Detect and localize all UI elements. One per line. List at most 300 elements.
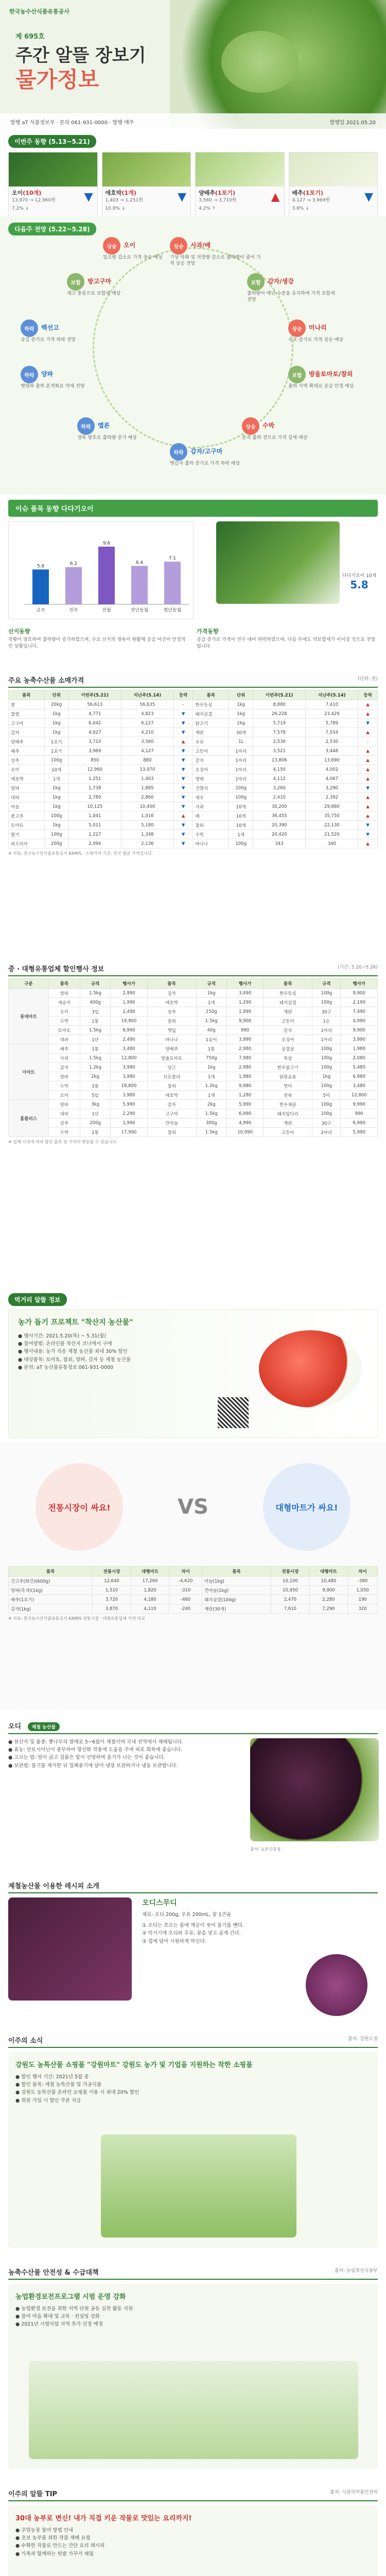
table-cell: 40g xyxy=(196,1026,226,1035)
table-header-cell: 전통시장 xyxy=(93,1567,131,1577)
price-table-section xyxy=(0,670,386,958)
forecast-bubble: 하락 xyxy=(21,319,38,337)
table-cell: 1개 xyxy=(229,830,253,839)
issue-note-heading: 가격동향 xyxy=(197,628,219,635)
table-header-cell: 등락 xyxy=(358,690,378,700)
table-cell: -460 xyxy=(169,1595,202,1604)
issue-note xyxy=(197,628,378,650)
table-cell: 2kg xyxy=(196,1100,226,1109)
table-cell: 2,290 xyxy=(111,1109,148,1118)
forecast-name: 감자/고구마 xyxy=(190,448,223,455)
table-cell: 방울토마토 xyxy=(147,1054,196,1063)
price-cards-section xyxy=(0,129,386,216)
table-cell: 1,990 xyxy=(111,998,148,1007)
list-item: ● 주말농장 참여 방법 안내 xyxy=(15,2528,74,2533)
table-cell: 딸기 xyxy=(9,830,45,839)
table-cell: 8,900 xyxy=(341,989,378,998)
table-cell: 2,136 xyxy=(121,839,173,849)
table-cell: 1포기 xyxy=(44,737,68,747)
table-cell: 2kg xyxy=(80,1072,110,1081)
tomato-image xyxy=(259,1330,362,1408)
forecast-node xyxy=(170,443,262,467)
table-cell: 오이 xyxy=(48,1007,80,1016)
table-cell: 오이 xyxy=(48,1091,80,1100)
table-cell: 56,635 xyxy=(121,700,173,709)
table-row xyxy=(9,811,378,821)
table-cell: 5,719 xyxy=(253,719,306,728)
table-cell: 4,067 xyxy=(306,774,358,784)
compare-header-row xyxy=(9,1567,378,1577)
forecast-node xyxy=(103,237,196,261)
table-cell: 100g xyxy=(44,830,68,839)
table-cell: 1kg xyxy=(229,719,253,728)
table-cell: 오징어 xyxy=(264,1035,312,1044)
table-row xyxy=(9,1007,378,1016)
table-cell: 17,260 xyxy=(131,1577,169,1586)
table-cell: 880 xyxy=(121,756,173,765)
table-cell: 1,041 xyxy=(68,811,121,821)
table-cell: 100g xyxy=(44,811,68,821)
table-header-cell: 이번주(5.21) xyxy=(253,690,306,700)
issue-number: 제 695호 xyxy=(15,33,45,41)
recipe-text xyxy=(142,1897,379,1945)
table-cell: 100g xyxy=(312,1044,341,1054)
table-cell: 3,710 xyxy=(68,737,121,747)
table-cell: 1kg xyxy=(44,709,68,719)
discount-region: 롯데마트 xyxy=(9,989,49,1044)
table-cell: 2,530 xyxy=(253,737,306,747)
table-cell: 2,860 xyxy=(121,793,173,802)
table-cell: 감자 xyxy=(147,989,196,998)
list-item: ● 대상품목: 토마토, 참외, 양파, 감자 등 제철 농산물 xyxy=(18,1357,131,1363)
table-cell: ▼ xyxy=(173,719,193,728)
table-cell: 2,410 xyxy=(253,793,306,802)
title-line1: 주간 알뜰 장보기 xyxy=(15,45,146,66)
table-cell: 13,806 xyxy=(253,756,306,765)
news3-title: 이주의 알뜰 TIP xyxy=(8,2490,58,2498)
bar xyxy=(164,562,181,604)
table-cell: 1송이 xyxy=(196,1035,226,1044)
forecast-node xyxy=(21,319,113,343)
table-cell: 대파 xyxy=(48,1035,80,1044)
table-cell: 23,429 xyxy=(306,709,358,719)
table-cell: 320 xyxy=(348,1604,378,1614)
table-cell: 2,280 xyxy=(309,1595,348,1604)
table-cell: 190 xyxy=(348,1595,378,1604)
table-cell: 10,950 xyxy=(271,1586,310,1595)
table-row xyxy=(9,1035,378,1044)
table-cell: 3입 xyxy=(80,1007,110,1016)
forecast-text: 재고 충분으로 보합세 예상 xyxy=(67,291,121,296)
price-card-image xyxy=(289,152,378,187)
forecast-text: 본격 출하 전으로 가격 강세 예상 xyxy=(242,435,308,440)
table-row xyxy=(9,1091,378,1100)
table-cell: 1통 xyxy=(80,1081,110,1091)
table-cell: 건고추(화건)(600g) xyxy=(9,1577,93,1586)
table-cell: 2,490 xyxy=(111,1035,148,1044)
table-cell: ▲ xyxy=(358,756,378,765)
table-cell: 7,554 xyxy=(306,728,358,737)
news2-source: 출처: 농림축산식품부 xyxy=(334,2268,378,2274)
table-row xyxy=(9,774,378,784)
table-cell: 1,403 xyxy=(121,774,173,784)
table-cell: 9,900 xyxy=(341,1026,378,1035)
table-cell: ▼ xyxy=(173,756,193,765)
price-table-title: 주요 농축수산물 소매가격 xyxy=(8,677,84,685)
table-cell: 1마리 xyxy=(229,765,253,774)
table-cell: 배추 xyxy=(48,1044,80,1054)
arrow-up-icon: ▲ xyxy=(271,191,280,204)
issue-badge-label: 다다기오이 10개 xyxy=(342,573,377,579)
table-cell: 1개 xyxy=(196,998,226,1007)
table-cell: 오이 xyxy=(9,765,45,774)
table-cell: 9,900 xyxy=(309,1586,348,1595)
table-cell: 3,990 xyxy=(226,1035,264,1044)
table-cell: 1손 xyxy=(312,1016,341,1026)
discount-body xyxy=(9,989,378,1137)
table-cell: 수박 xyxy=(48,1128,80,1137)
forecast-bubble: 보합 xyxy=(247,273,265,291)
table-header-cell: 품목 xyxy=(193,690,229,700)
table-cell: 35,750 xyxy=(306,811,358,821)
table-cell: 상추 xyxy=(9,756,45,765)
table-cell: 850 xyxy=(68,756,121,765)
table-cell: 사과 xyxy=(48,1054,80,1063)
table-cell: 깐마늘 xyxy=(147,1118,196,1128)
table-cell: 1,280 xyxy=(226,1091,264,1100)
issue-chart-svg xyxy=(9,522,194,620)
table-cell: 6,042 xyxy=(68,719,121,728)
table-cell: 1통 xyxy=(80,1016,110,1026)
table-row xyxy=(9,1081,378,1091)
table-cell: 당근 xyxy=(147,1063,196,1072)
table-cell: 돼지삼겹 xyxy=(264,998,312,1007)
price-table-header-row xyxy=(9,690,378,700)
table-cell: -4,620 xyxy=(169,1577,202,1586)
news2-title: 농축수산물 안전성 & 수급대책 xyxy=(8,2269,99,2277)
table-cell: 연어 xyxy=(264,1081,312,1091)
table-cell: 배 xyxy=(193,811,229,821)
forecast-name: 오이 xyxy=(124,242,136,249)
vs-label: VS xyxy=(178,1495,208,1519)
table-row xyxy=(9,1072,378,1081)
forecast-name: 사과/배 xyxy=(190,242,211,249)
forecast-node xyxy=(77,417,170,441)
table-cell: 건멸치 xyxy=(193,784,229,793)
ingredient-title: 오디 xyxy=(8,1723,22,1731)
price-card-prices: 3,560 → 3,710원 xyxy=(199,198,237,203)
table-cell: 닭볶음용 xyxy=(264,1072,312,1081)
table-cell: 3,560 xyxy=(121,737,173,747)
table-cell: 1통 xyxy=(80,1044,110,1054)
table-cell: 1.5kg xyxy=(196,1109,226,1118)
price-card-unit: (1포기) xyxy=(303,190,323,196)
news2-headline: 농업환경보전프로그램 시범 운영 강화 xyxy=(15,2293,126,2301)
list-item: ● 고르는 법: 알이 굵고 검붉은 빛이 선명하며 윤기가 나는 것이 좋습니다. xyxy=(8,1755,165,1761)
table-cell: 새송이 xyxy=(48,998,80,1007)
table-cell: 150g xyxy=(196,1007,226,1016)
table-cell: 100g xyxy=(229,784,253,793)
ingredient-body xyxy=(8,1738,378,1852)
table-cell: 3,980 xyxy=(111,1063,148,1072)
table-cell: 9,980 xyxy=(226,1081,264,1091)
table-cell: 1.2kg xyxy=(80,1063,110,1072)
discount-title: 중 · 대형유통업체 할인행사 정보 xyxy=(8,965,104,973)
qr-code-icon[interactable] xyxy=(218,1397,249,1428)
table-header-cell: 구분 xyxy=(9,979,49,989)
table-cell: 7,980 xyxy=(226,1054,264,1063)
table-header-cell: 규격 xyxy=(196,979,226,989)
table-cell: 13,690 xyxy=(306,756,358,765)
forecast-name: 방고구마 xyxy=(87,278,112,285)
compare-title xyxy=(8,1463,378,1551)
ingredient-lines xyxy=(8,1738,235,1770)
table-cell: 1포기 xyxy=(44,747,68,756)
recipe-heading: 제철농산물 이용한 레시피 소개 xyxy=(8,1880,378,1893)
table-cell: 애호박 xyxy=(147,1091,196,1100)
table-cell: 마늘(1kg) xyxy=(202,1577,271,1586)
table-cell: 4,990 xyxy=(226,1118,264,1128)
table-header-cell: 품목 xyxy=(264,979,312,989)
table-cell: 1,348 xyxy=(121,830,173,839)
table-cell: 1kg xyxy=(312,1072,341,1081)
table-cell: 30구 xyxy=(312,1118,341,1128)
table-header-cell: 품목 xyxy=(202,1567,271,1577)
table-cell: ▲ xyxy=(358,774,378,784)
news2-heading xyxy=(8,2267,378,2280)
table-cell: 7,578 xyxy=(253,728,306,737)
table-row xyxy=(9,1044,378,1054)
table-cell: 36,455 xyxy=(253,811,306,821)
price-cards-tag: 이번주 동향 (5.13~5.21) xyxy=(8,135,96,148)
price-card-change: 10.8% ↓ xyxy=(105,206,126,211)
table-cell: 1마리 xyxy=(312,1035,341,1044)
table-cell: 200g xyxy=(80,1118,110,1128)
table-cell: 1kg xyxy=(44,793,68,802)
table-cell: ▼ xyxy=(173,774,193,784)
table-cell: 5,990 xyxy=(226,1100,264,1109)
list-item: ● 회원 가입 시 할인 쿠폰 지급 xyxy=(15,2097,81,2104)
list-item: ● 효능: 안토시아닌이 풍부하여 항산화 작용에 도움을 주며 피로 회복에 좋습니다. xyxy=(8,1747,183,1753)
price-card-change: 7.2% ↓ xyxy=(12,206,29,211)
table-cell: 배추(1포기) xyxy=(9,1595,93,1604)
table-cell: ▼ xyxy=(173,793,193,802)
news3-section xyxy=(0,2483,386,2576)
table-cell: -380 xyxy=(348,1577,378,1586)
table-cell: 갈치 xyxy=(193,756,229,765)
table-cell: 5,990 xyxy=(341,1128,378,1137)
discount-heading xyxy=(8,963,378,976)
forecast-name: 멜론 xyxy=(98,422,110,429)
table-cell: 3,290 xyxy=(306,784,358,793)
table-cell: ▲ xyxy=(358,747,378,756)
bar xyxy=(32,569,49,604)
table-cell: 200g xyxy=(44,839,68,849)
table-cell: ▼ xyxy=(173,821,193,830)
discount-region: 이마트 xyxy=(9,1044,49,1100)
table-cell: 1.5kg xyxy=(80,1054,110,1063)
price-card-prices: 4,127 → 3,969원 xyxy=(292,198,330,203)
table-cell: 340 xyxy=(306,839,358,849)
table-cell: 6,980 xyxy=(341,1072,378,1081)
table-row xyxy=(9,1118,378,1128)
list-item: ● 강원도 농특산물 온라인 쇼핑몰 이용 시 최대 20% 할인 xyxy=(15,2090,139,2096)
table-cell: 10개 xyxy=(44,765,68,774)
smoothie-image xyxy=(306,1954,367,2016)
list-item: ● 행사내용: 농가 직송 제철 농산물 최대 30% 할인 xyxy=(18,1349,128,1355)
table-cell: 10,125 xyxy=(68,802,121,811)
price-table xyxy=(8,690,378,849)
list-item: ● 2021년 시범사업 지역 추가 선정 예정 xyxy=(15,2321,103,2328)
table-row xyxy=(9,709,378,719)
table-cell: 1,738 xyxy=(68,784,121,793)
table-cell: 9,990 xyxy=(341,1100,378,1109)
news3-headline: 30대 농부로 변신! 내가 직접 키운 작물로 맛있는 요리까지! xyxy=(15,2515,192,2522)
forecast-text: 햇감자 출하 증가로 가격 하락 예상 xyxy=(170,461,240,466)
price-card-unit: (1개) xyxy=(121,190,136,196)
news2-lines xyxy=(15,2305,371,2329)
tick-label: 전월 xyxy=(102,608,111,613)
news2-section xyxy=(0,2262,386,2478)
table-cell: 상추 xyxy=(48,1118,80,1128)
table-row xyxy=(9,765,378,774)
table-header-cell: 지난주(5.14) xyxy=(306,690,358,700)
table-cell: 참외 xyxy=(147,1081,196,1091)
table-cell: 한우등심 xyxy=(264,989,312,998)
table-cell: 1개 xyxy=(44,774,68,784)
table-cell: 계란 xyxy=(264,1007,312,1016)
price-card xyxy=(195,152,285,219)
table-cell: 닭고기 xyxy=(193,719,229,728)
table-cell: 20,390 xyxy=(253,821,306,830)
list-item: ① 오디는 흐르는 물에 깨끗이 씻어 물기를 뺀다. xyxy=(142,1923,244,1929)
table-cell: 참외 xyxy=(193,821,229,830)
table-cell: 1kg xyxy=(229,709,253,719)
table-cell: 30,200 xyxy=(253,802,306,811)
table-cell: 10,990 xyxy=(226,1128,264,1137)
forecast-node xyxy=(288,366,381,389)
price-table-unit: (단위: 원) xyxy=(358,676,378,682)
table-cell: 100g xyxy=(312,1081,341,1091)
price-card-change: 3.8% ↓ xyxy=(292,206,309,211)
list-item: ● 초보 농부를 위한 작물 재배 요령 xyxy=(15,2535,91,2541)
table-row xyxy=(9,1063,378,1072)
table-cell: ▲ xyxy=(358,802,378,811)
table-cell: 12,800 xyxy=(111,1054,148,1063)
table-cell: 감자 xyxy=(48,1063,80,1072)
table-cell: ▲ xyxy=(358,700,378,709)
table-cell: 4,110 xyxy=(131,1604,169,1614)
table-row xyxy=(9,756,378,765)
table-cell: 1,990 xyxy=(226,1007,264,1016)
list-item: ● 원산지 및 품종: 뽕나무의 열매로 5~6월이 제철이며 국내 전역에서 재배됩니다. xyxy=(8,1739,184,1745)
table-cell: ▼ xyxy=(358,821,378,830)
mulberry-image xyxy=(250,1738,379,1841)
news3-lines xyxy=(15,2527,371,2558)
table-cell: 1,016 xyxy=(121,811,173,821)
table-cell: 고등어 xyxy=(264,1128,312,1137)
price-card-image xyxy=(196,152,284,187)
table-header-cell: 규격 xyxy=(312,979,341,989)
forecast-bubble: 상승 xyxy=(103,237,120,255)
forecast-text: 공급 증가로 가격 하락 전망 xyxy=(21,337,76,343)
arrow-down-icon: ▼ xyxy=(84,191,93,204)
table-cell: 400g xyxy=(80,998,110,1007)
news1-title: 이주의 소식 xyxy=(8,2037,43,2045)
table-cell: 7,490 xyxy=(341,1007,378,1016)
table-cell: 한우등심 xyxy=(193,700,229,709)
news1-panel xyxy=(8,2052,378,2248)
table-cell: 7,290 xyxy=(309,1604,348,1614)
table-cell: 브로콜리 xyxy=(147,1072,196,1081)
table-cell: 6,990 xyxy=(226,1109,264,1118)
table-cell: 4,771 xyxy=(68,709,121,719)
table-cell: 5입 xyxy=(80,1091,110,1100)
event-banner-title: 농가 돕기 프로젝트 "착산지 농산물" xyxy=(18,1318,133,1327)
table-cell: 1.5kg xyxy=(196,1128,226,1137)
table-cell: ▼ xyxy=(358,784,378,793)
arrow-down-icon: ▼ xyxy=(178,191,186,204)
price-card-item: 양배추 xyxy=(199,190,215,196)
table-row xyxy=(9,700,378,709)
table-cell: ▲ xyxy=(358,709,378,719)
table-cell: 100g xyxy=(312,1054,341,1063)
table-cell: 1개 xyxy=(196,1072,226,1081)
table-cell: 참외 xyxy=(147,1128,196,1137)
table-cell: 참외 xyxy=(147,1016,196,1026)
event-banner[interactable] xyxy=(8,1309,378,1438)
table-cell: 고등어 xyxy=(264,1016,312,1026)
table-cell: 토마토 xyxy=(9,821,45,830)
forecast-name: 백선고 xyxy=(41,324,59,331)
table-cell: 1,980 xyxy=(341,1044,378,1054)
table-cell: 오징어 xyxy=(193,765,229,774)
table-cell: 2,780 xyxy=(68,793,121,802)
tick-label: 전주 xyxy=(69,608,78,613)
forecast-tag: 다음주 전망 (5.22~5.28) xyxy=(8,223,96,235)
table-header-cell: 규격 xyxy=(80,979,110,989)
meta-left: 발행 aT 식품정보부 · 문의 061-931-0000 · 발행 매주 xyxy=(10,120,134,126)
table-cell: 1L xyxy=(229,737,253,747)
table-cell: 4,150 xyxy=(253,765,306,774)
table-cell: 상추 xyxy=(147,1007,196,1016)
table-cell: 우유 xyxy=(193,737,229,747)
table-cell: ▲ xyxy=(358,728,378,737)
table-row xyxy=(9,737,378,747)
table-cell: 한우불고기 xyxy=(264,1063,312,1072)
table-cell: 삼겹살 xyxy=(264,1044,312,1054)
compare-table xyxy=(8,1566,378,1614)
table-cell: 1통 xyxy=(196,1044,226,1054)
table-cell: 돼지삼겹(100g) xyxy=(202,1595,271,1604)
forecast-bubble: 하락 xyxy=(21,366,38,383)
table-cell: 수박 xyxy=(48,1016,80,1026)
forecast-name: 양파 xyxy=(41,370,54,378)
table-cell: 7,610 xyxy=(271,1604,310,1614)
table-cell: 대파 xyxy=(9,793,45,802)
price-table-heading xyxy=(8,675,378,688)
table-row xyxy=(9,839,378,849)
price-card-image xyxy=(102,152,191,187)
event-section xyxy=(0,1288,386,1443)
table-cell: 1마리 xyxy=(229,747,253,756)
table-cell: 1,990 xyxy=(111,1118,148,1128)
table-cell: 1kg xyxy=(44,821,68,830)
table-cell: 바나나 xyxy=(147,1035,196,1044)
forecast-node xyxy=(67,273,160,297)
table-cell: ▲ xyxy=(358,793,378,802)
table-cell: ▼ xyxy=(358,719,378,728)
